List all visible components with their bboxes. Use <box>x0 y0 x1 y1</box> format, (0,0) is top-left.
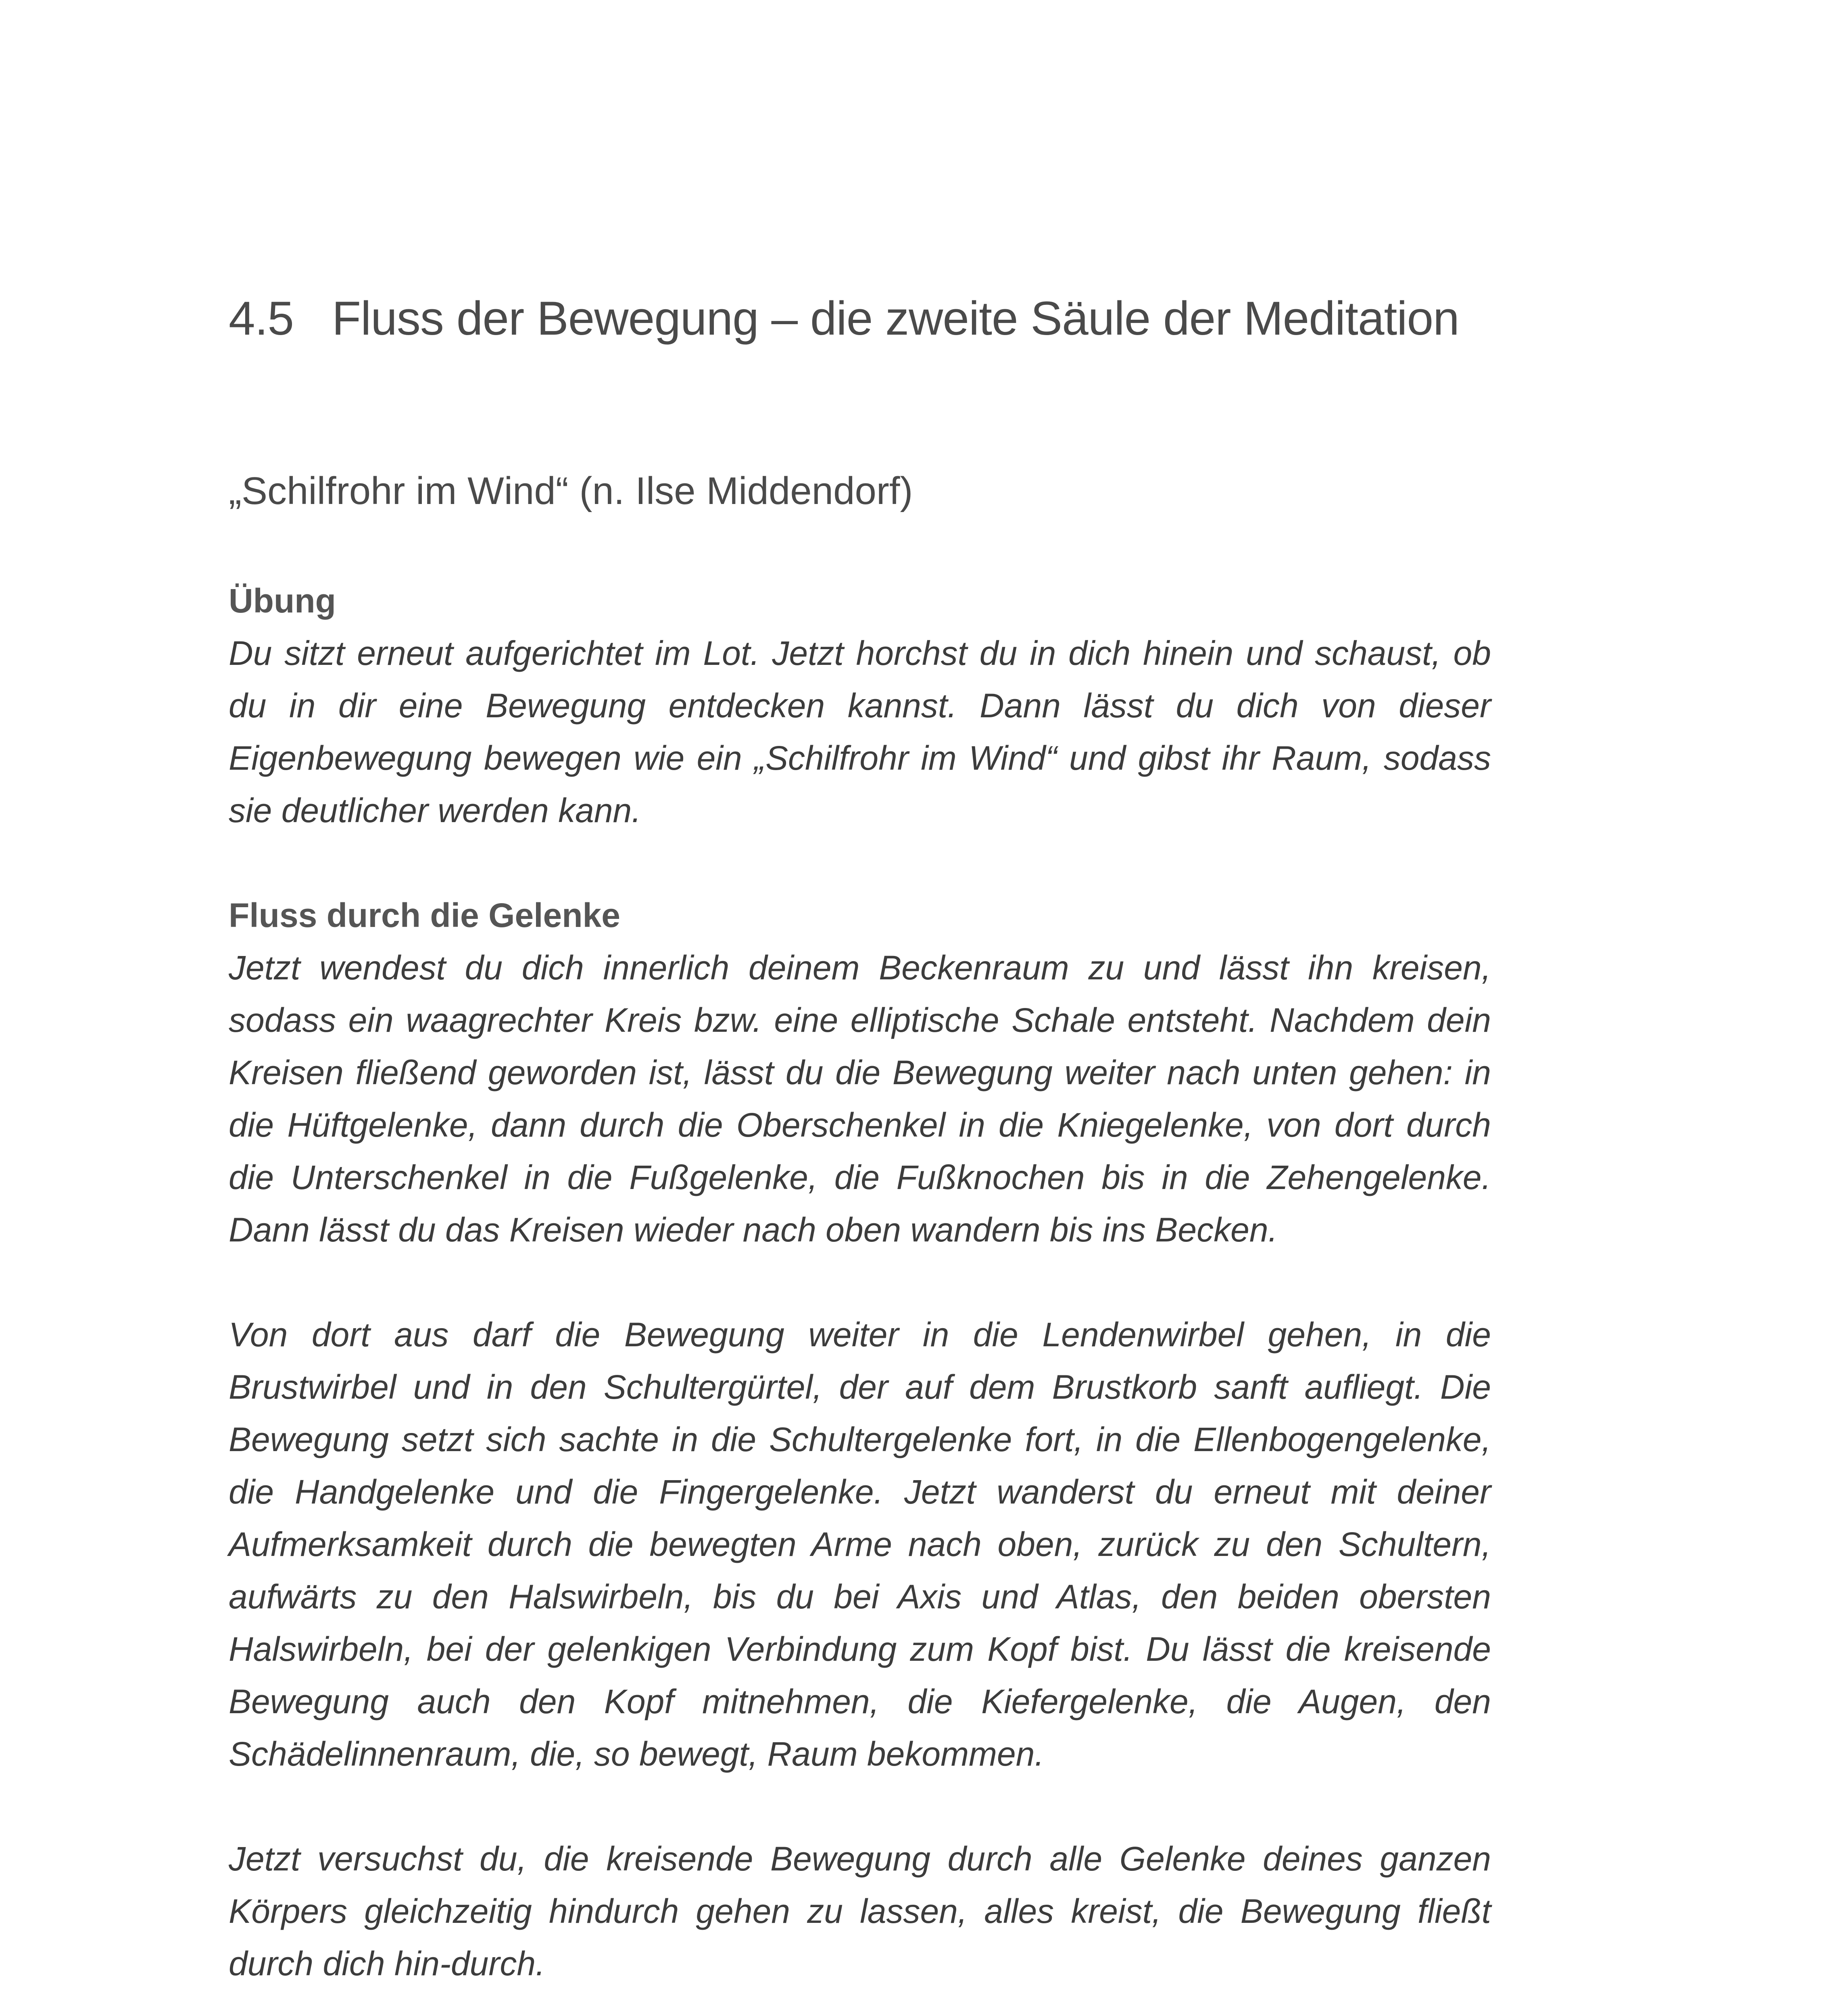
paragraph: Du sitzt erneut aufgerichtet im Lot. Jetzt horchst du in dich hinein und schaust, ob du in dir eine Bewegung entdecken kannst. Dann lässt du dich von dieser Eigenbewegung bewegen wie ein „Schilfrohr im Wind“ und gibst ihr Raum, sodass sie deutlicher werden kann. <box>229 634 1491 829</box>
paragraph-gap <box>229 1780 1491 1833</box>
paragraph: Jetzt wendest du dich innerlich deinem Beckenraum zu und lässt ihn kreisen, sodass ein waagrechter Kreis bzw. eine elliptische Schale entsteht. Nachdem dein Kreisen fließend geworden ist, lässt du die Bewegung weiter nach unten gehen: in die Hüftgelenke, dann durch die Oberschenkel in die Kniegelenke, von dort durch die Unterschenkel in die Fußgelenke, die Fußknochen bis in die Zehengelenke. Dann lässt du das Kreisen wieder nach oben wandern bis ins Becken. <box>229 949 1491 1249</box>
paragraph: Von dort aus darf die Bewegung weiter in die Lendenwirbel gehen, in die Brustwirbel und in den Schultergürtel, der auf dem Brustkorb sanft aufliegt. Die Bewegung setzt sich sachte in die Schultergelenke fort, in die Ellenbogengelenke, die Handgelenke und die Fingergelenke. Jetzt wanderst du erneut mit deiner Aufmerksamkeit durch die bewegten Arme nach oben, zurück zu den Schultern, aufwärts zu den Halswirbeln, bis du bei Axis und Atlas, den beiden obersten Halswirbeln, bei der gelenkigen Verbindung zum Kopf bist. Du lässt die kreisende Bewegung auch den Kopf mitnehmen, die Kiefergelenke, die Augen, den Schädelinnenraum, die, so bewegt, Raum bekommen. <box>229 1316 1491 1773</box>
chapter-heading <box>229 290 1491 348</box>
chapter-title: Fluss der Bewegung – die zweite Säule der Meditation <box>332 292 1459 345</box>
chapter-number: 4.5 <box>229 292 294 345</box>
exercise-title: „Schilfrohr im Wind“ (n. Ilse Middendorf) <box>229 469 913 512</box>
paragraph-gap <box>229 1256 1491 1308</box>
section-label-uebung: Übung <box>229 582 336 620</box>
page-content <box>229 290 1491 1983</box>
body-text <box>229 575 1491 2016</box>
paragraph-gap <box>229 837 1491 889</box>
paragraph-gap <box>229 1990 1491 2016</box>
paragraph: Jetzt versuchst du, die kreisende Bewegung durch alle Gelenke deines ganzen Körpers gleichzeitig hindurch gehen zu lassen, alles kreist, die Bewegung fließt durch dich hin-durch. <box>229 1840 1491 1983</box>
section-label-gelenke: Fluss durch die Gelenke <box>229 896 620 934</box>
